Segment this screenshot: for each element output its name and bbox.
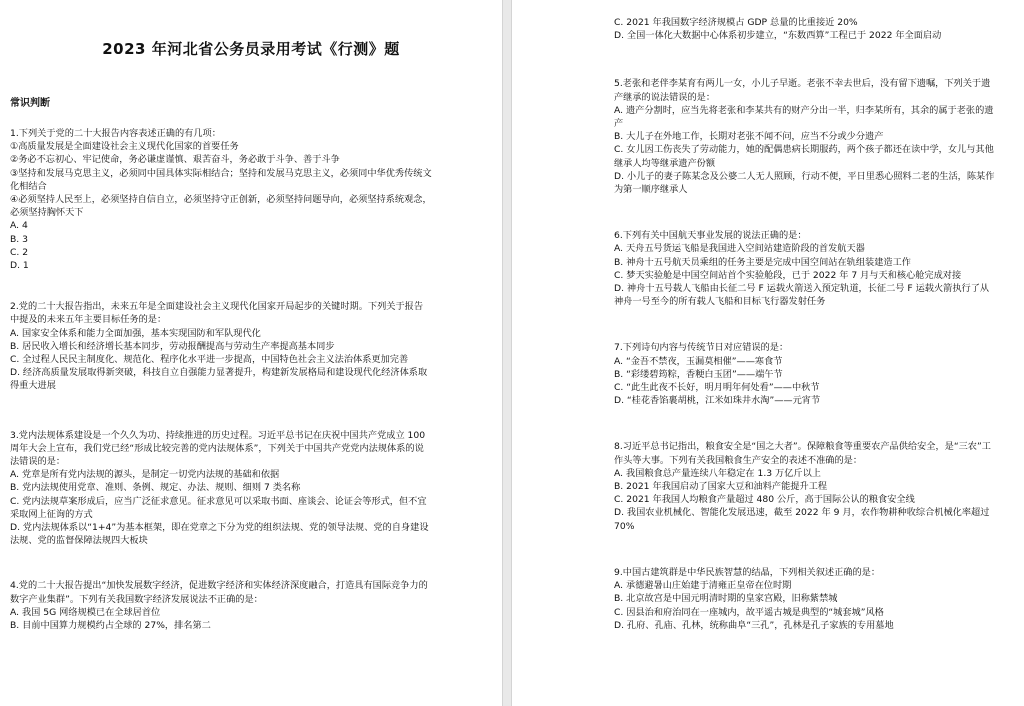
option-b: B. “彩缕碧筠粽，香粳白玉团”——端午节 (614, 368, 783, 380)
question-4-continued (614, 16, 998, 42)
option-a: A. 党章是所有党内法规的源头，是制定一切党内法规的基础和依据 (10, 469, 280, 481)
question-stem: 1.下列关于党的二十大报告内容表述正确的有几项： (10, 128, 221, 139)
option-c: C. “此生此夜不长好，明月明年何处看”——中秋节 (614, 382, 820, 394)
question-8 (614, 440, 998, 532)
option-c: C. 2021 年我国数字经济规模占 GDP 总量的比重接近 20% (614, 17, 858, 28)
option-a: A. 国家安全体系和能力全面加强，基本实现国防和军队现代化 (10, 327, 261, 339)
option-c: C. 女儿因工伤丧失了劳动能力，她的配偶患病长期服药，两个孩子都还在读中学，女儿与其他继承人均等继承遗产份额 (614, 144, 994, 169)
option-b: B. 神舟十五号航天员乘组的任务主要是完成中国空间站在轨组装建造工作 (614, 256, 911, 268)
option-c: C. 2021 年我国人均粮食产量超过 480 公斤，高于国际公认的粮食安全线 (614, 494, 915, 506)
option-a: A. 我国 5G 网络规模已在全球居首位 (10, 606, 161, 618)
question-stem: 5.老张和老伴李某育有两儿一女，小儿子早逝。老张不幸去世后，没有留下遗嘱，下列关于遗产继承的说法错误的是： (614, 78, 991, 103)
question-7 (614, 341, 998, 407)
section-title: 常识判断 (10, 98, 50, 109)
option-c: C. 党内法规草案形成后，应当广泛征求意见。征求意见可以采取书面、座谈会、论证会等形式，但不宜采取网上征询的方式 (10, 495, 427, 520)
statement: ②务必不忘初心、牢记使命，务必谦虚谨慎、艰苦奋斗，务必敢于斗争、善于斗争 (10, 154, 340, 166)
statement: ③坚持和发展马克思主义，必须同中国具体实际相结合；坚持和发展马克思主义，必须同中华优秀传统文化相结合 (10, 167, 432, 192)
question-5 (614, 77, 998, 196)
option-a: A. 我国粮食总产量连续八年稳定在 1.3 万亿斤以上 (614, 467, 821, 479)
option-d: D. 党内法规体系以“1+4”为基本框架，即在党章之下分为党的组织法规、党的领导法规、党的自身建设法规、党的监督保障法规四大板块 (10, 522, 429, 547)
option-d: D. 全国一体化大数据中心体系初步建立，“东数西算”工程已于 2022 年全面启动 (614, 30, 942, 42)
option-b: B. 居民收入增长和经济增长基本同步，劳动报酬提高与劳动生产率提高基本同步 (10, 340, 335, 352)
option-d: D. “桂花香馅裹胡桃，江米如珠井水淘”——元宵节 (614, 395, 821, 407)
option-a: A. 4 (10, 220, 28, 232)
option-b: B. 3 (10, 233, 28, 245)
option-d: D. 神舟十五号载人飞船由长征二号 F 运载火箭送入预定轨道，长征二号 F 运载火箭执行了从神舟一号至今的所有载人飞船和目标飞行器发射任务 (614, 283, 990, 308)
option-b: B. 大儿子在外地工作，长期对老张不闻不问，应当不分或少分遗产 (614, 131, 884, 143)
question-9 (614, 566, 998, 632)
option-b: B. 目前中国算力规模约占全球的 27%，排名第二 (10, 620, 211, 632)
option-a: A. 承德避暑山庄始建于清雍正皇帝在位时期 (614, 580, 792, 592)
option-d: D. 孔府、孔庙、孔林，统称曲阜“三孔”，孔林是孔子家族的专用墓地 (614, 619, 894, 631)
question-stem: 7.下列诗句内容与传统节日对应错误的是： (614, 342, 789, 354)
option-a: A. 天舟五号货运飞船是我国进入空间站建造阶段的首发航天器 (614, 243, 865, 255)
question-stem: 9.中国古建筑群是中华民族智慧的结晶，下列相关叙述正确的是： (614, 566, 881, 578)
option-c: C. 因县治和府治同在一座城内，故平遥古城是典型的“城套城”风格 (614, 606, 884, 618)
option-b: B. 北京故宫是中国元明清时期的皇家宫殿，旧称紫禁城 (614, 593, 838, 605)
question-stem: 2.党的二十大报告指出，未来五年是全面建设社会主义现代化国家开局起步的关键时期。下列关于报告中提及的未来五年主要目标任务的是： (10, 301, 424, 326)
option-c: C. 全过程人民民主制度化、规范化、程序化水平进一步提高，中国特色社会主义法治体系更加完善 (10, 354, 409, 366)
statement: ④必须坚持人民至上，必须坚持自信自立，必须坚持守正创新，必须坚持问题导向，必须坚持系统观念，必须坚持胸怀天下 (10, 194, 432, 219)
question-3 (10, 429, 432, 548)
question-stem: 4.党的二十大报告提出“加快发展数字经济，促进数字经济和实体经济深度融合，打造具有国际竞争力的数字产业集群”。下列有关我国数字经济发展说法不正确的是： (10, 580, 428, 605)
question-2 (10, 300, 432, 392)
option-b: B. 党内法规使用党章、准则、条例、规定、办法、规则、细则 7 类名称 (10, 482, 301, 494)
page-left (0, 0, 502, 706)
question-4 (10, 579, 432, 632)
option-c: C. 2 (10, 246, 29, 258)
question-6 (614, 229, 998, 308)
option-d: D. 经济高质量发展取得新突破，科技自立自强能力显著提升，构建新发展格局和建设现代化经济体系取得重大进展 (10, 367, 428, 392)
option-c: C. 梦天实验舱是中国空间站首个实验舱段，已于 2022 年 7 月与天和核心舱完成对接 (614, 269, 962, 281)
statement: ①高质量发展是全面建设社会主义现代化国家的首要任务 (10, 141, 239, 153)
question-stem: 8.习近平总书记指出，粮食安全是“国之大者”。保障粮食等重要农产品供给安全，是“三农”工作头等大事。下列有关我国粮食生产安全的表述不准确的是： (614, 441, 991, 466)
option-d: D. 1 (10, 260, 29, 272)
page-right (512, 0, 1024, 706)
question-stem: 3.党内法规体系建设是一个久久为功、持续推进的历史过程。习近平总书记在庆祝中国共产党成立 100 周年大会上宣布，我们党已经“形成比较完善的党内法规体系”，下列关于中国共产党党内法规体系的说法错误的是： (10, 429, 426, 468)
option-a: A. 遗产分割时，应当先将老张和李某共有的财产分出一半，归李某所有，其余的属于老张的遗产 (614, 104, 994, 130)
document-title: 2023 年河北省公务员录用考试《行测》题 (102, 40, 400, 58)
option-d: D. 小儿子的妻子陈某念及公婆二人无人照顾，行动不便，平日里悉心照料二老的生活，陈某作为第一顺序继承人 (614, 170, 995, 196)
option-d: D. 我国农业机械化、智能化发展迅速，截至 2022 年 9 月，农作物耕种收综合机械化率超过 70% (614, 507, 990, 532)
option-a: A. “金吾不禁夜，玉漏莫相催”——寒食节 (614, 355, 783, 367)
option-b: B. 2021 年我国启动了国家大豆和油料产能提升工程 (614, 481, 828, 493)
question-stem: 6.下列有关中国航天事业发展的说法正确的是： (614, 230, 807, 242)
question-1 (10, 127, 432, 272)
